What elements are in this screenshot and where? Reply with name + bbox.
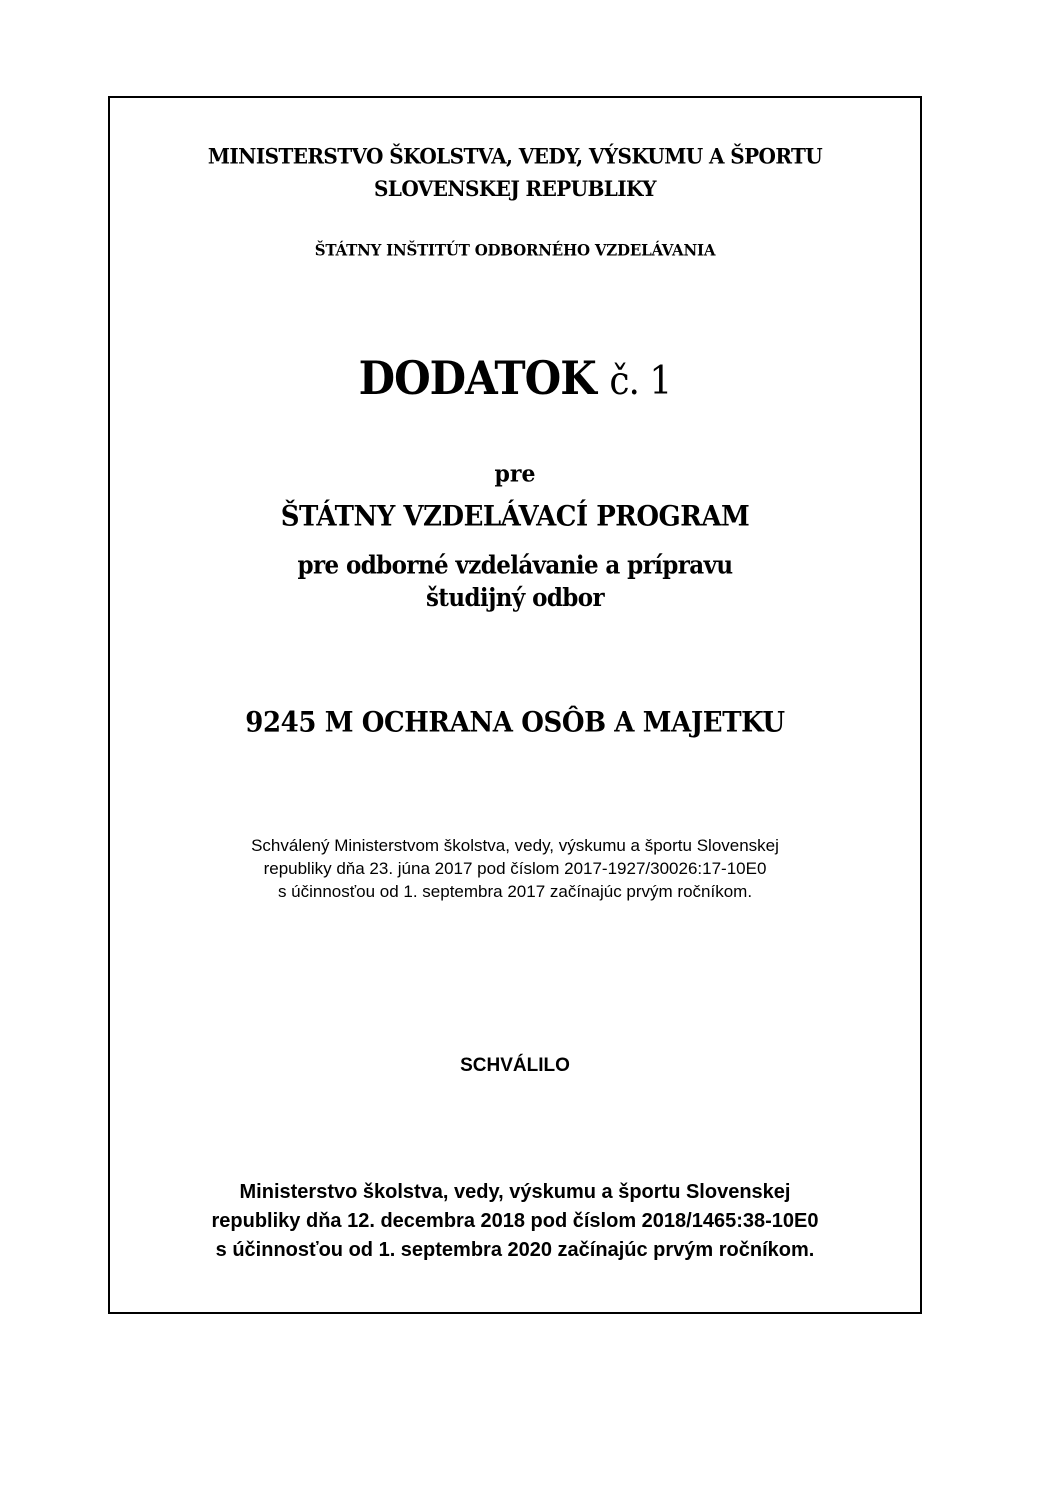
original-approval-line2: republiky dňa 23. júna 2017 pod číslom 2017-1927/30026:17-10E0 xyxy=(263,859,767,878)
amendment-approval-line1: Ministerstvo školstva, vedy, výskumu a športu Slovenskej xyxy=(239,1181,791,1203)
study-field: 9245 M OCHRANA OSÔB A MAJETKU xyxy=(245,706,785,740)
original-approval-line1: Schválený Ministerstvom školstva, vedy, výskumu a športu Slovenskej xyxy=(251,836,779,855)
amendment-approval-line2: republiky dňa 12. decembra 2018 pod číslom 2018/1465:38-10E0 xyxy=(211,1210,819,1232)
program-pre: pre xyxy=(494,459,536,489)
ministry-heading xyxy=(110,140,920,205)
program-description-line2: študijný odbor xyxy=(425,583,605,613)
document-title xyxy=(110,352,920,409)
program-name: ŠTÁTNY VZDELÁVACÍ PROGRAM xyxy=(280,500,750,534)
ministry-heading-line2: SLOVENSKEJ REPUBLIKY xyxy=(374,175,656,202)
amendment-approval xyxy=(110,1178,920,1265)
approval-label: SCHVÁLILO xyxy=(460,1055,570,1076)
document-title-number: č. 1 xyxy=(609,359,672,404)
document-title-main: DODATOK xyxy=(358,351,596,405)
ministry-heading-line1: MINISTERSTVO ŠKOLSTVA, VEDY, VÝSKUMU A ŠPORTU xyxy=(207,142,823,169)
original-approval-line3: s účinnosťou od 1. septembra 2017 začínajúc prvým ročníkom. xyxy=(277,882,753,901)
original-approval xyxy=(110,834,920,903)
amendment-approval-line3: s účinnosťou od 1. septembra 2020 začínajúc prvým ročníkom. xyxy=(215,1239,815,1261)
document-frame xyxy=(108,96,922,1314)
program-description xyxy=(110,550,920,615)
institute-heading: ŠTÁTNY INŠTITÚT ODBORNÉHO VZDELÁVANIA xyxy=(314,240,716,260)
program-description-line1: pre odborné vzdelávanie a prípravu xyxy=(297,550,733,580)
